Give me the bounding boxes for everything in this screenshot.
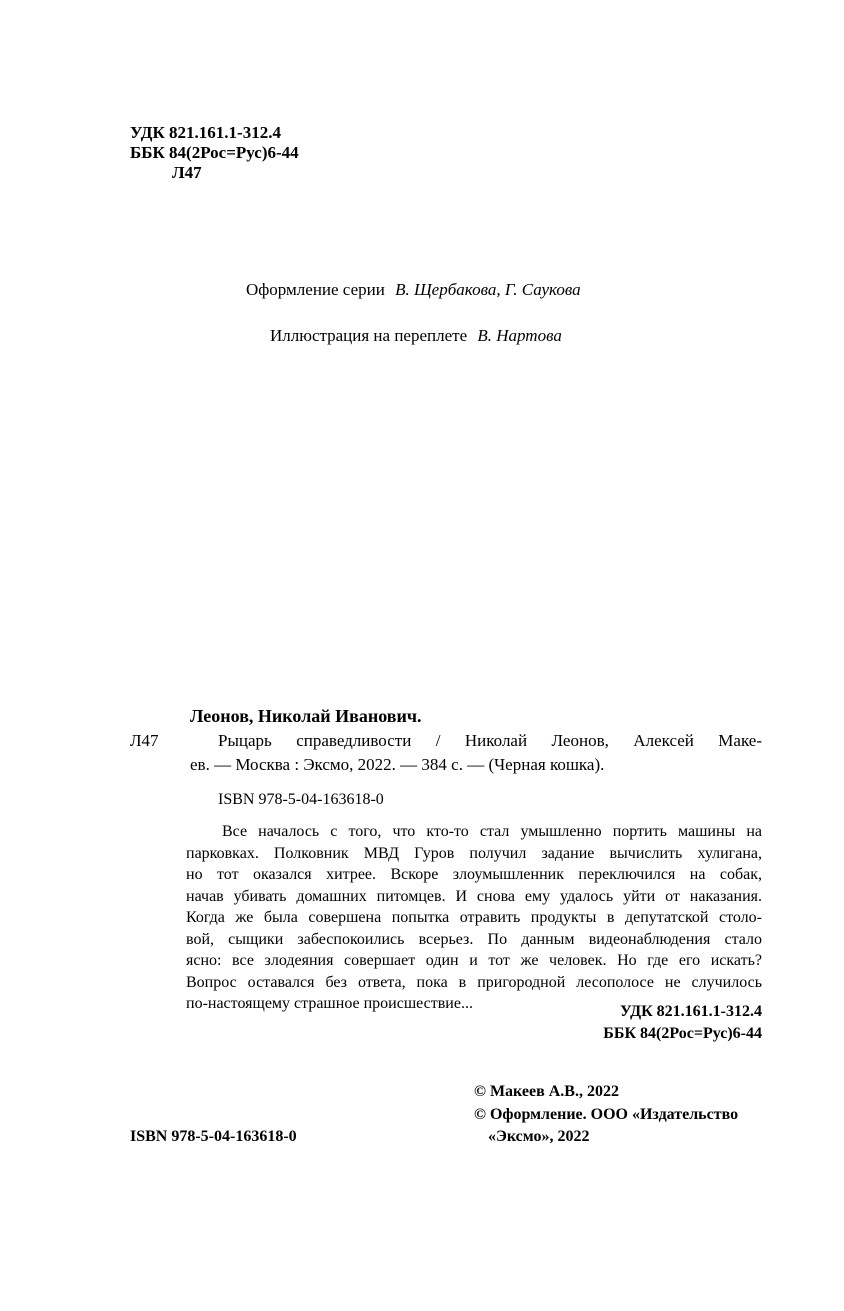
cover-name: В. Нартова: [477, 326, 562, 345]
abstract-line: Вопрос оставался без ответа, пока в пригородной лесополосе не случилось: [186, 973, 762, 991]
record-isbn: ISBN 978-5-04-163618-0: [218, 791, 384, 808]
record-title-line: Рыцарь справедливости / Николай Леонов, Алексей Маке-: [218, 731, 762, 750]
abstract-line: ясно: все злодеяния совершает один и тот же человек. Но где его искать?: [186, 952, 762, 969]
copyright-design: © Оформление. ООО «Издательство: [474, 1106, 739, 1123]
copyright-author: © Макеев А.В., 2022: [474, 1083, 619, 1100]
record-bbk: ББК 84(2Рос=Рус)6-44: [603, 1025, 762, 1042]
abstract-line: Когда же была совершена попытка отравить продукты в депутатской столо-: [186, 909, 762, 926]
series-names: В. Щербакова, Г. Саукова: [395, 280, 581, 299]
record-title-line: ев. — Москва : Эксмо, 2022. — 384 с. — (Черная кошка).: [190, 755, 605, 774]
cover-label: Иллюстрация на переплете: [270, 326, 468, 345]
abstract-line: но тот оказался хитрее. Вскоре злоумышленник переключился на собак,: [186, 866, 762, 883]
abstract-line: парковках. Полковник МВД Гуров получил задание вычислить хулигана,: [186, 844, 762, 862]
abstract-line: вой, сыщики забеспокоились всерьез. По данным видеонаблюдения стало: [186, 930, 762, 948]
author-mark: Л47: [172, 163, 202, 182]
series-label: Оформление серии: [246, 280, 385, 299]
record-udk: УДК 821.161.1-312.4: [619, 1003, 762, 1020]
copyright-design-cont: «Эксмо», 2022: [488, 1128, 590, 1145]
series-design-credit: [246, 280, 581, 300]
record-author: Леонов, Николай Иванович.: [190, 706, 422, 726]
bbk-code: ББК 84(2Рос=Рус)6-44: [130, 143, 299, 162]
cover-illustration-credit: [270, 326, 562, 346]
footer-isbn: ISBN 978-5-04-163618-0: [130, 1128, 297, 1145]
udk-code: УДК 821.161.1-312.4: [130, 123, 281, 142]
abstract-line: Все началось с того, что кто-то стал умышленно портить машины на: [222, 823, 762, 840]
abstract-line: начав убивать домашних питомцев. И снова ему удалось уйти от наказания.: [186, 887, 762, 905]
abstract-line: по-настоящему страшное происшествие...: [186, 995, 473, 1012]
record-mark: Л47: [130, 731, 159, 750]
